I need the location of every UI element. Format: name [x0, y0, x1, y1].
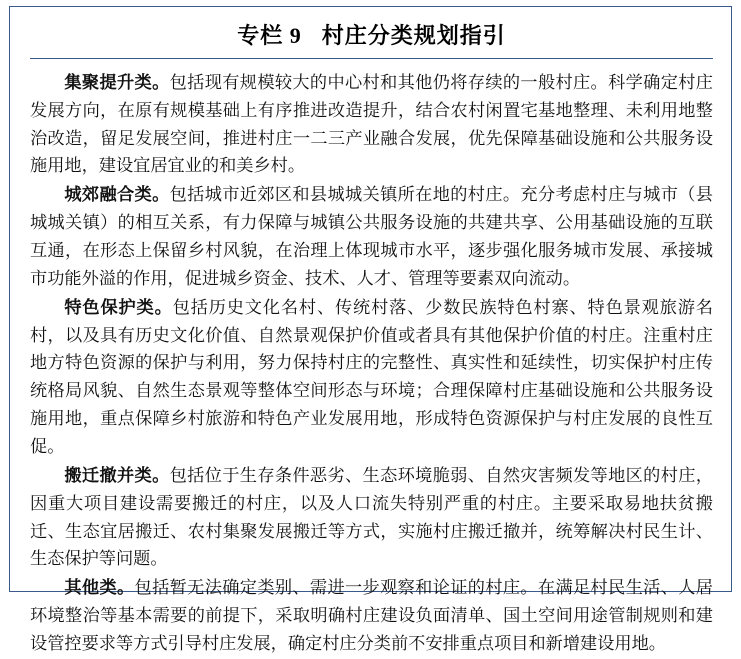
- title-divider: [30, 58, 713, 59]
- paragraph: [30, 574, 713, 658]
- paragraph-lead: 集聚提升类。: [64, 72, 170, 92]
- paragraph-text: 包括现有规模较大的中心村和其他仍将存续的一般村庄。科学确定村庄发展方向，在原有规模基础上有序推进改造提升，结合农村闲置宅基地整理、未利用地整治改造，留足发展空间，推进村庄一二三产业融合发展，优先保障基础设施和公共服务设施用地，建设宜居宜业的和美乡村。: [30, 72, 713, 176]
- paragraph-text: 包括位于生存条件恶劣、生态环境脆弱、自然灾害频发等地区的村庄，因重大项目建设需要搬迁的村庄，以及人口流失特别严重的村庄。主要采取易地扶贫搬迁、生态宜居搬迁、农村集聚发展搬迁等方式，实施村庄搬迁撤并，统筹解决村民生计、生态保护等问题。: [30, 465, 713, 569]
- callout-box: [9, 6, 732, 653]
- paragraph-text: 包括城市近郊区和县城城关镇所在地的村庄。充分考虑村庄与城市（县城城关镇）的相互关系，有力保障与城镇公共服务设施的共建共享、公用基础设施的互联互通，在形态上保留乡村风貌，在治理上体现城市水平，逐步强化服务城市发展、承接城市功能外溢的作用，促进城乡资金、技术、人才、管理等要素双向流动。: [30, 185, 713, 288]
- paragraph-lead: 城郊融合类。: [64, 185, 170, 205]
- paragraph-text: 包括历史文化名村、传统村落、少数民族特色村寨、特色景观旅游名村，以及具有历史文化价值、自然景观保护价值或者具有其他保护价值的村庄。注重村庄地方特色资源的保护与利用，努力保持村庄的完整性、真实性和延续性，切实保护村庄传统格局风貌、自然生态景观等整体空间形态与环境；合理保障村庄基础设施和公共服务设施用地，重点保障乡村旅游和特色产业发展用地，形成特色资源保护与村庄发展的良性互促。: [30, 297, 713, 456]
- paragraph-lead: 其他类。: [64, 578, 135, 598]
- paragraph: [30, 181, 713, 292]
- callout-content: [30, 21, 713, 659]
- paragraph-lead: 特色保护类。: [64, 297, 173, 317]
- callout-title-label: 专栏 9: [237, 23, 302, 48]
- paragraph: [30, 69, 713, 180]
- paragraph: [30, 294, 713, 461]
- callout-title-text: 村庄分类规划指引: [321, 23, 506, 48]
- paragraph-lead: 搬迁撤并类。: [64, 465, 170, 485]
- paragraph: [30, 462, 713, 573]
- callout-title: [30, 21, 713, 52]
- paragraph-text: 包括暂无法确定类别、需进一步观察和论证的村庄。在满足村民生活、人居环境整治等基本需要的前提下，采取明确村庄建设负面清单、国土空间用途管制规则和建设管控要求等方式引导村庄发展，确定村庄分类前不安排重点项目和新增建设用地。: [30, 578, 713, 653]
- callout-body: [30, 69, 713, 658]
